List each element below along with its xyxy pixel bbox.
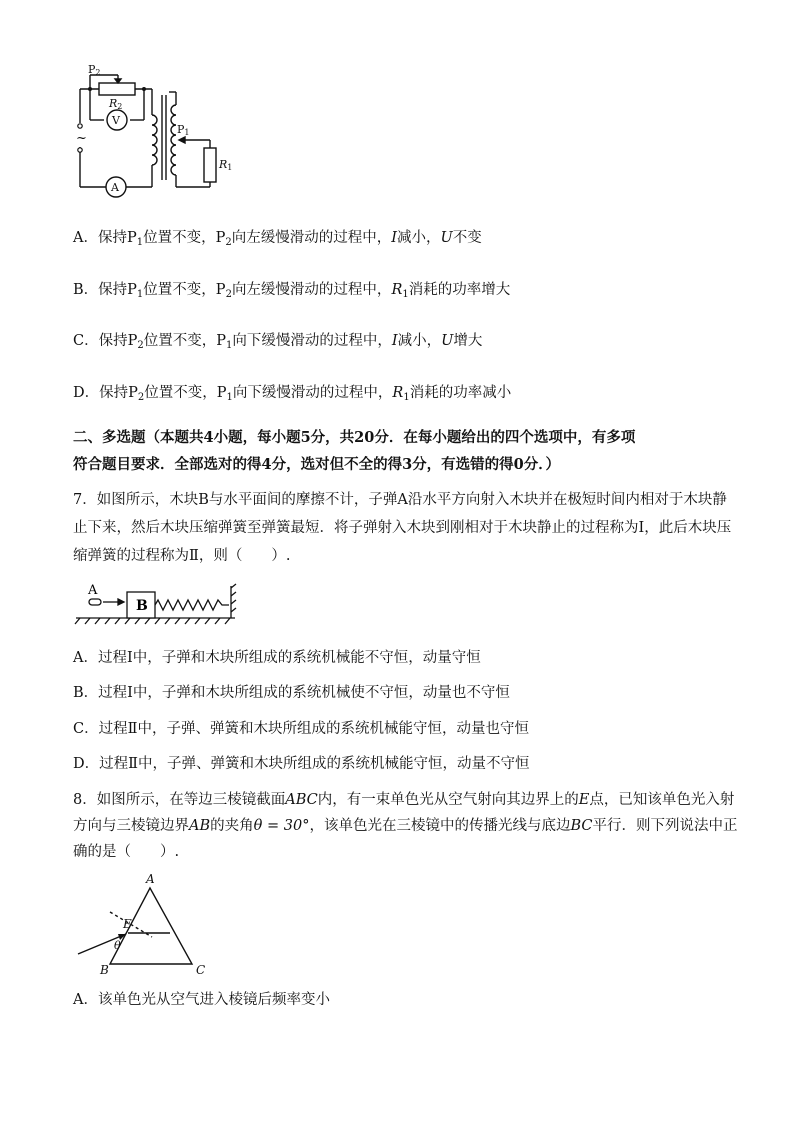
svg-text:R1: R1 <box>219 158 233 172</box>
ammeter-label: A <box>111 181 119 194</box>
vertex-b-label: B <box>100 963 109 977</box>
q7-stem-line2: 止下来，然后木块压缩弹簧至弹簧最短．将子弹射入木块到刚相对于木块静止的过程称为Ⅰ，此后木块压 <box>73 520 732 536</box>
q8-stem-line3: 确的是（ ）. <box>73 844 180 860</box>
q7-option-d: D．过程Ⅱ中，子弹、弹簧和木块所组成的系统机械能守恒，动量不守恒 <box>73 756 530 772</box>
angle-theta-label: θ <box>114 939 121 952</box>
svg-text:P1: P1 <box>177 123 190 137</box>
ac-source-symbol: ~ <box>76 131 87 146</box>
q8-stem-line1: 8．如图所示，在等边三棱镜截面ABC内，有一束单色光从空气射向其边界上的E点，已知该单色光入射 <box>73 792 735 808</box>
p2-label: P <box>88 63 96 76</box>
section-heading-line1: 二、多选题（本题共4小题，每小题5分，共20分．在每小题给出的四个选项中，有多项 <box>73 429 636 446</box>
q7-option-c: C．过程Ⅱ中，子弹、弹簧和木块所组成的系统机械能守恒，动量也守恒 <box>73 721 529 737</box>
block-b-label: B <box>136 598 148 614</box>
q8-option-a: A．该单色光从空气进入棱镜后频率变小 <box>73 992 330 1008</box>
q7-option-b: B．过程Ⅰ中，子弹和木块所组成的系统机械使不守恒，动量也不守恒 <box>73 685 510 701</box>
q6-option-d: D．保持$P_2$位置不变，$P_1$向下缓慢滑动的过程中，$R_1$消耗的功率减小 <box>73 385 512 403</box>
svg-text:R2: R2 <box>109 97 123 111</box>
svg-text:P2: P2 <box>88 63 101 77</box>
q7-option-a: A．过程Ⅰ中，子弹和木块所组成的系统机械能不守恒，动量守恒 <box>73 650 481 666</box>
q6-option-a: A．保持$P_1$位置不变，$P_2$向左缓慢滑动的过程中，I减小，U不变 <box>73 230 482 248</box>
prism-figure <box>70 870 220 980</box>
q7-stem-line1: 7．如图所示，木块B与水平面间的摩擦不计，子弹A沿水平方向射入木块并在极短时间内相对于木块静 <box>73 492 727 508</box>
bullet-a-label: A <box>88 583 98 598</box>
r2-label: R <box>109 97 118 110</box>
r1-label: R <box>219 158 228 171</box>
q6-option-c: C．保持$P_2$位置不变，$P_1$向下缓慢滑动的过程中，I减小，U增大 <box>73 333 483 351</box>
point-e-label: E <box>123 917 132 931</box>
q7-stem-line3: 缩弹簧的过程称为Ⅱ，则（ ）. <box>73 548 291 564</box>
q6-option-b: B．保持$P_1$位置不变，$P_2$向左缓慢滑动的过程中，$R_1$消耗的功率增大 <box>73 282 511 300</box>
q8-stem-line2: 方向与三棱镜边界AB的夹角θ = 30°，该单色光在三棱镜中的传播光线与底边BC平行．则下列说法中正 <box>73 818 738 834</box>
voltmeter-label: V <box>112 114 120 127</box>
section-heading-line2: 符合题目要求．全部选对的得4分，选对但不全的得3分，有选错的得0分．） <box>73 456 561 473</box>
vertex-c-label: C <box>196 963 206 977</box>
p1-label: P <box>177 123 185 136</box>
bullet-block-spring-figure <box>70 578 240 626</box>
transformer-circuit-figure <box>60 60 240 200</box>
vertex-a-label: A <box>146 872 155 886</box>
